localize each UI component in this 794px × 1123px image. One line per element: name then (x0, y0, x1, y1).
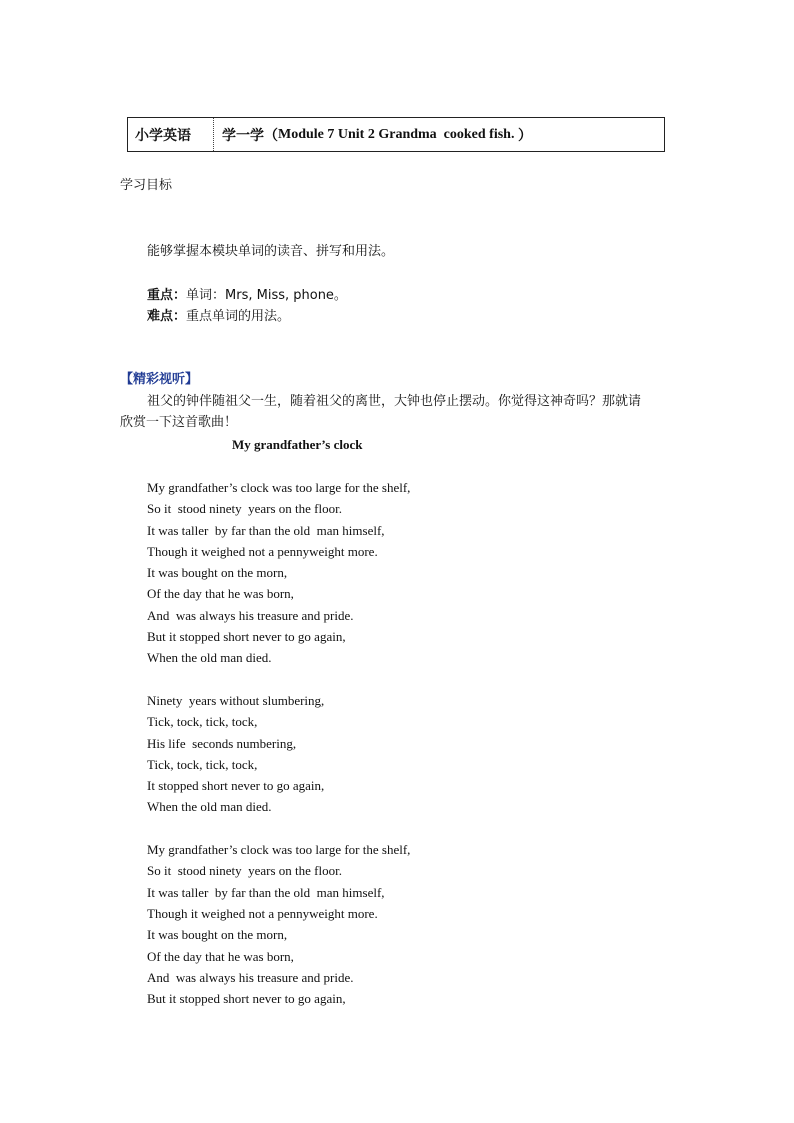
lesson-header-table (127, 117, 665, 152)
song-title: My grandfather’s clock (232, 437, 363, 452)
lyric-line: It stopped short never to go again, (147, 778, 325, 794)
stanza-gap (147, 820, 410, 841)
subject-cell (128, 118, 214, 151)
difficult-points-text: 重点单词的用法。 (186, 309, 291, 324)
lyric-line: So it stood ninety years on the floor. (147, 501, 342, 517)
difficult-points-label: 难点： (147, 309, 187, 324)
lyric-line: Ninety years without slumbering, (147, 692, 325, 708)
lesson-title-main: Module 7 Unit 2 Grandma cooked fish. (278, 126, 518, 142)
lyric-line: It was taller by far than the old man himself, (147, 522, 385, 538)
lyric-line: His life seconds numbering, (147, 735, 297, 751)
chorus (147, 692, 410, 820)
stanza-gap (147, 671, 410, 692)
video-section-heading: 【精彩视听】 (120, 372, 199, 387)
lyric-line: But it stopped short never to go again, (147, 991, 346, 1007)
key-points-text: 单词：Mrs, Miss, phone。 (186, 288, 347, 303)
lyric-line: When the old man died. (147, 650, 272, 666)
lyric-line: Though it weighed not a pennyweight more. (147, 543, 378, 559)
goal-objective: 能够掌握本模块单词的读音、拼写和用法。 (147, 244, 395, 259)
difficult-points-line (147, 308, 290, 325)
lesson-title-prefix: 学一学（ (222, 127, 278, 144)
verse-1 (147, 479, 410, 671)
lyric-line: Tick, tock, tick, tock, (147, 756, 258, 772)
verse-2 (147, 841, 410, 1011)
lesson-title-cell (214, 118, 532, 151)
lyric-line: My grandfather’s clock was too large for the shelf, (147, 480, 411, 495)
song-lyrics (147, 479, 410, 1011)
lyric-line: But it stopped short never to go again, (147, 629, 346, 645)
lyric-line: Of the day that he was born, (147, 586, 294, 602)
lyric-line: And was always his treasure and pride. (147, 607, 354, 623)
lyric-line: So it stood ninety years on the floor. (147, 863, 342, 879)
lyric-line: It was bought on the morn, (147, 927, 288, 943)
lyric-line: My grandfather’s clock was too large for the shelf, (147, 842, 411, 858)
video-intro-line-1: 祖父的钟伴随祖父一生，随着祖父的离世，大钟也停止摆动。你觉得这神奇吗？那就请 (147, 394, 642, 409)
lyric-line: It was taller by far than the old man himself, (147, 884, 385, 900)
goal-heading: 学习目标 (120, 178, 173, 193)
key-points-label: 重点： (147, 288, 187, 303)
video-intro-line-2: 欣赏一下这首歌曲！ (120, 415, 238, 430)
subject-label: 小学英语 (135, 127, 191, 144)
lyric-line: Of the day that he was born, (147, 948, 294, 964)
lyric-line: It was bought on the morn, (147, 565, 288, 581)
lyric-line: Though it weighed not a pennyweight more. (147, 905, 378, 921)
lesson-title-suffix: ） (517, 127, 532, 144)
key-points-line (147, 287, 347, 304)
lyric-line: When the old man died. (147, 799, 272, 815)
lyric-line: And was always his treasure and pride. (147, 969, 354, 985)
lyric-line: Tick, tock, tick, tock, (147, 714, 258, 730)
